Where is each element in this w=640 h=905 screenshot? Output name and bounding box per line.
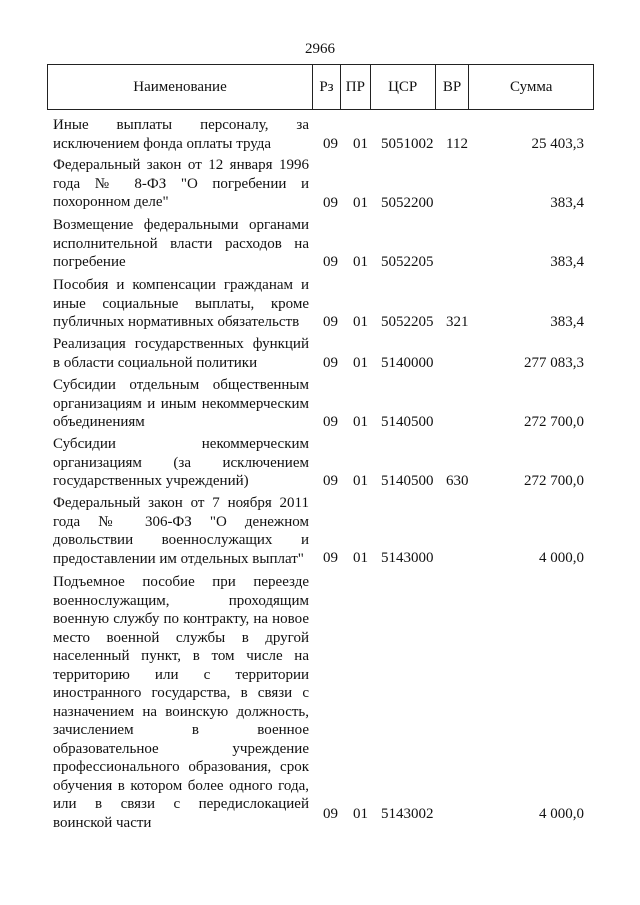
row-pr: 01 [353,313,368,330]
row-sum: 383,4 [550,253,584,270]
row-sum: 25 403,3 [531,135,584,152]
row-csr: 5140000 [381,354,434,371]
row-csr: 5052205 [381,253,434,270]
row-pr: 01 [353,413,368,430]
table-row [0,376,640,431]
row-vr: 112 [446,135,468,152]
row-name: Реализация государственных функций в области социальной политики [53,336,309,371]
table-row [0,435,640,490]
row-csr: 5143000 [381,549,434,566]
row-sum: 383,4 [550,194,584,211]
row-csr: 5143002 [381,805,434,822]
row-pr: 01 [353,472,368,489]
row-vr: 321 [446,313,469,330]
row-name: Подъемное пособие при переезде военнослужащим, проходящим военную службу по контракту, на новое место военной службы в другой населенный пункт, в том числе на территорию или с территории иностранного государства, в связи с назначением на воинскую должность, зачислением в военное образовательное учреждение профессионального образования, срок обучения в котором более одного года, или в связи с передислокацией воинской части [53,574,309,831]
row-vr: 630 [446,472,469,489]
row-rz: 09 [323,413,338,430]
header-name: Наименование [48,65,313,109]
row-name: Федеральный закон от 12 января 1996 года № 8-ФЗ "О погребении и похоронном деле" [53,157,309,210]
header-rz: Рз [313,65,341,109]
row-sum: 4 000,0 [539,549,584,566]
row-csr: 5140500 [381,413,434,430]
header-sum: Сумма [509,78,553,95]
row-sum: 272 700,0 [524,472,584,489]
row-rz: 09 [323,805,338,822]
row-pr: 01 [353,253,368,270]
row-rz: 09 [323,313,338,330]
row-name: Федеральный закон от 7 ноября 2011 года № 306-ФЗ "О денежном довольствии военнослужащих и предоставлении им отдельных выплат" [53,495,309,567]
table-row [0,156,640,212]
row-pr: 01 [353,194,368,211]
table-row [0,116,640,153]
row-rz: 09 [323,354,338,371]
row-pr: 01 [353,805,368,822]
row-pr: 01 [353,354,368,371]
row-csr: 5052205 [381,313,434,330]
row-name: Пособия и компенсации гражданам и иные социальные выплаты, кроме публичных нормативных обязательств [53,277,309,330]
row-csr: 5051002 [381,135,434,152]
row-pr: 01 [353,549,368,566]
table-row [0,573,640,831]
row-rz: 09 [323,549,338,566]
row-csr: 5140500 [381,472,434,489]
row-rz: 09 [323,194,338,211]
row-name: Возмещение федеральными органами исполнительной власти расходов на погребение [53,217,309,270]
table-row [0,276,640,331]
table-row [0,494,640,567]
row-name: Субсидии отдельным общественным организациям и иным некоммерческим объединениям [53,377,309,430]
header-vr: ВР [436,65,470,109]
table-header [47,64,594,110]
row-rz: 09 [323,253,338,270]
row-rz: 09 [323,135,338,152]
row-rz: 09 [323,472,338,489]
row-sum: 4 000,0 [539,805,584,822]
row-sum: 277 083,3 [524,354,584,371]
table-row [0,335,640,372]
header-pr: ПР [341,65,371,109]
row-csr: 5052200 [381,194,434,211]
header-csr: ЦСР [371,65,436,109]
row-sum: 383,4 [550,313,584,330]
table-row [0,216,640,271]
row-name: Иные выплаты персоналу, за исключением фонда оплаты труда [53,117,309,152]
page-number: 2966 [305,41,335,57]
row-sum: 272 700,0 [524,413,584,430]
row-pr: 01 [353,135,368,152]
row-name: Субсидии некоммерческим организациям (за исключением государственных учреждений) [53,436,309,489]
